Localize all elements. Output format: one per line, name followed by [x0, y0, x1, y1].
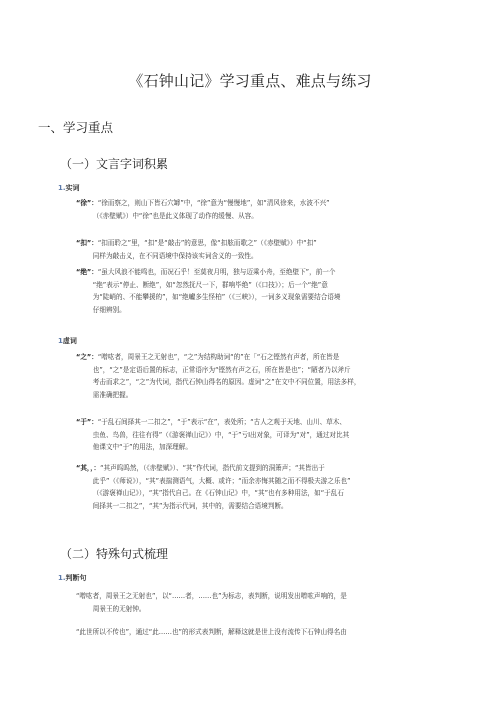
paragraph-jue-lead: “绝”：	[76, 268, 98, 276]
paragraph-zhi-lead: “之”：	[76, 353, 98, 361]
subsection-heading-sentence-patterns: （二）特殊句式梳理	[60, 547, 169, 561]
heading-shici-label: 实词	[65, 184, 80, 192]
paragraph-jue	[76, 266, 478, 316]
paragraph-zhi-text: “噌吰者，周景王之无射也”，“之”为结构助词“的”在「“石之铿然有声者，所在皆是 也”，“之”是定语后置的标志，正常语序为“铿然有声之石，所在皆是也”；“陋者乃以斧斤 考击而求之”，“之”为代词，指代石钟山得名的原因。虚词“之”在文中不同位置，用法多样， 需准确把握。	[92, 353, 361, 399]
heading-xuci-number: 1	[58, 337, 63, 345]
heading-shici	[58, 183, 80, 193]
paragraph-xu	[76, 197, 478, 222]
document-title: 《石钟山记》学习重点、难点与练习	[128, 72, 372, 90]
paragraph-yu	[76, 416, 478, 454]
paragraph-kou-lead: “扣”：	[76, 239, 98, 247]
paragraph-yu-lead: “于”：	[76, 418, 98, 426]
paragraph-xu-lead: “徐”：	[76, 199, 98, 207]
paragraph-jue-text: “虽大风浪不能鸣也，而况石乎！至莫夜月明，独与迈乘小舟，至绝壁下”，前一个 “绝”表示“停止、断绝”，如“忽然抚尺一下，群响毕绝”（《口技》）；后一个“绝”意 为“陡峭的、不能攀援的”，如“绝巘多生怪柏”（《三峡》），一词多义现象需要结合语境 仔细辨别。	[92, 268, 341, 314]
heading-xuci-label: 虚词	[62, 337, 77, 345]
paragraph-qi-text: “其声呜呜然，（《赤壁赋》）、“其”作代词，指代前文提到的洞箫声；“其皆出于 此乎”（《师说》），“其”表揣测语气，大概、或许；“而余亦悔其随之而不得极夫游之乐也” （《游褒禅山记》），“其”指代自己。在《石钟山记》中，“其”也有多种用法，如“于乱石 间择其一二扣之”，“其”为指示代词，其中的，需要结合语境判断。	[92, 464, 351, 510]
heading-panduan	[58, 573, 87, 583]
paragraph-qi-lead: “其，，：	[76, 464, 101, 472]
paragraph-xu-text: “徐而察之，则山下皆石穴罅”中，“徐”意为“慢慢地”，如“清风徐来，水波不兴” （《赤壁赋》）中“徐”也是此义体现了动作的缓慢、从容。	[92, 199, 330, 220]
paragraph-zhi	[76, 351, 478, 401]
heading-xuci	[58, 336, 77, 346]
paragraph-ci-text: “此世所以不传也”，通过“此……也”的形式表判断，解释这就是世上没有流传下石钟山得名由	[76, 628, 347, 636]
paragraph-qi	[76, 462, 478, 512]
paragraph-cenghong	[76, 590, 478, 615]
heading-shici-number: 1.	[58, 184, 66, 192]
paragraph-yu-text: “于乱石间择其一二扣之”，“于”表示“在”，表处所；“古人之观于天地、山川、草木、 虫鱼、鸟兽，往往有得”（《游褒禅山记》）中，“于”亏I出对象，可译为“对”，通过对比其 他课文中“于”的用法，加深理解。	[92, 418, 350, 452]
paragraph-ci	[76, 626, 478, 639]
heading-panduan-label: 判断句	[65, 574, 87, 582]
subsection-heading-vocabulary: （一）文言字词积累	[60, 157, 169, 171]
paragraph-kou	[76, 237, 478, 262]
section-heading-key-points: 一、学习重点	[38, 120, 114, 135]
paragraph-kou-text: “扣而聆之”里，“扣”是“敲击”的意思，像“扣舷而歌之”（《赤壁赋》）中“扣” 同样为敲击义，在不同语境中保持该实词含义的一致性。	[92, 239, 317, 260]
heading-panduan-number: 1.	[58, 574, 66, 582]
paragraph-cenghong-text: “噌吰者，周景王之无射也”，以“……者，……也”为标志，表判断，说明发出噌吰声响的，是 周景王的无射钟。	[76, 592, 347, 613]
